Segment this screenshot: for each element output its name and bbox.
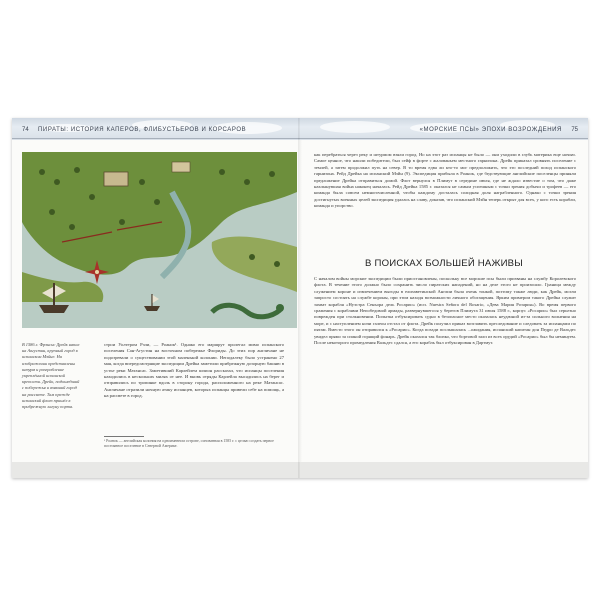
- right-running-head: «МОРСКИЕ ПСЫ» ЭПОХИ ВОЗРОЖДЕНИЯ: [419, 127, 562, 133]
- book-spread: [12, 118, 588, 478]
- map-town: [172, 162, 190, 172]
- map-caption: В 1586 г. Фрэнсис Дрейк напал на Августин, крупный город в испанском Мэйне. На изображении представлены штурм и разграбление укреплённой испанской крепости. Дрейк, подошедший с побережья и взявший город на рассвете. Там прежде испанский флот пришёл в прибрежную лагуну порта.: [22, 342, 80, 410]
- right-bottom-strip: [300, 462, 588, 478]
- left-page: [12, 118, 300, 478]
- right-page: [300, 118, 588, 478]
- map-illustration: [22, 152, 297, 328]
- left-bottom-strip: [12, 462, 300, 478]
- left-header-rule: [12, 138, 300, 139]
- left-body-text: строи Уолтером Рэли, — Роанок¹. Однако его маршрут пролегал мимо испанского поселения Сан-Агустин на восточном побережье Флориды. До этих пор англичане не подозревали о существовании этой маленькой колонии. Неподалеку было устранено 27 мая, когда впередсмотрящие экспедиции Дрейка заметили прибрежную дозорную башню в устье реки Матансас. Заметивший Карлейлем шпион рассказал, что испанцы поселения находились в нескольких милях от нее. И вновь отряды Карлейла высадились на берег и отправились по тропинке вдоль в сторону города, расположенного на реке Матансас. Англичане отразили ночную атаку испанцев, которых испанцы привели себе на помощь, а на рассвете в город.: [104, 342, 284, 399]
- left-page-number: 74: [22, 127, 29, 133]
- right-body-text-top: как перебраться через реку и штурмом взяли город. Но на этот раз испанцы не было — они уходили в глубь материка еще ночью. Самое ценное, что нашли победители, был сейф в форте с жалованьем местного гарнизона. Дрейк приказал сровнять поселение с землей, а затем продолжил путь на север. В то время едва ли кто-то мог предположить, что это последний поход испанского гарнизона. Рейд Дрейка на испанский Мэйн (9). Экспедиция прибыла в Роанок, где бедствующие английские поселенцы приняли предложение Дрейка отправиться домой. Флот вернулся в Плимут в середине июля, где не ждало известие о том, что даже нахлынувшая война наконец началась. Рейд Дрейка 1585 г. оказался не самым успешным с точки зрения добычи и трофеев — его команда была совсем немногочисленной, чтобы каждому досталась солидная доля награбленного. Однако с точки зрения достигнутых военных целей экспедиция удалась на славу, доказав, что испанский Мэйн теперь открыт для всех, у кого есть корабли, команда и упорство.: [314, 152, 576, 209]
- left-running-head: ПИРАТЫ: ИСТОРИЯ КАПЕРОВ, ФЛИБУСТЬЕРОВ И КОРСАРОВ: [38, 127, 247, 133]
- section-heading: В ПОИСКАХ БОЛЬШЕЙ НАЖИВЫ: [365, 258, 523, 269]
- footnote-rule: [104, 436, 144, 437]
- right-header-rule: [300, 138, 588, 139]
- right-page-number: 75: [571, 127, 578, 133]
- left-footnote: ¹ Роанок — английская колония на одноименном острове, основанная в 1585 г. с целью создать первое постоянное поселение в Северной Америке.: [104, 439, 274, 449]
- right-body-text-bottom: С началом войны морские экспедиции были приостановлены, поскольку все морские псы были призваны на службу Королевского флота. В течение этого должно было сохранить число пиратских нападений, но на деле этого не произошло. Граница между служением короне и извлечением выгоды в елизаветинской Англии была очень тонкой, поэтому также люди, как Дрейк, могли запросто состоять на службе короны, при этом находя возможности личного обогащения. Ярким примером такого Дрейка служит захват корабля «Нуэстра Сеньора дель Росарио» (исп. Nuestra Señora del Rosario, «Дева Мария Розария»). Во время первого сражения с кораблями Непобедимой армады, развернувшегося у берегов Плимута 31 июля 1588 г., корпус «Росарио» был серьезно поврежден при столкновении. Попытка отбуксировать судно в безопасное место оказалась неудачной из-за сильного волнения на море, и с наступлением ночи галеон отстал от флота. Дрейк получил приказ возглавить преследование и следовать за испанцами по пятам. Вместо этого он отправился к «Росарио». Когда позади послышалась ...ожидания, испанский капитан дон Педро де Вальдес увидел прямо за спиной горящий фонарь. Дрейк оказался так близко, что бортовой залп из всех орудий «Росарио» был бы неминуем. После некоторого промедления Вальдес сдался, а его корабль был отбуксирован в Дартмут.: [314, 276, 576, 346]
- map-fortress: [104, 172, 128, 186]
